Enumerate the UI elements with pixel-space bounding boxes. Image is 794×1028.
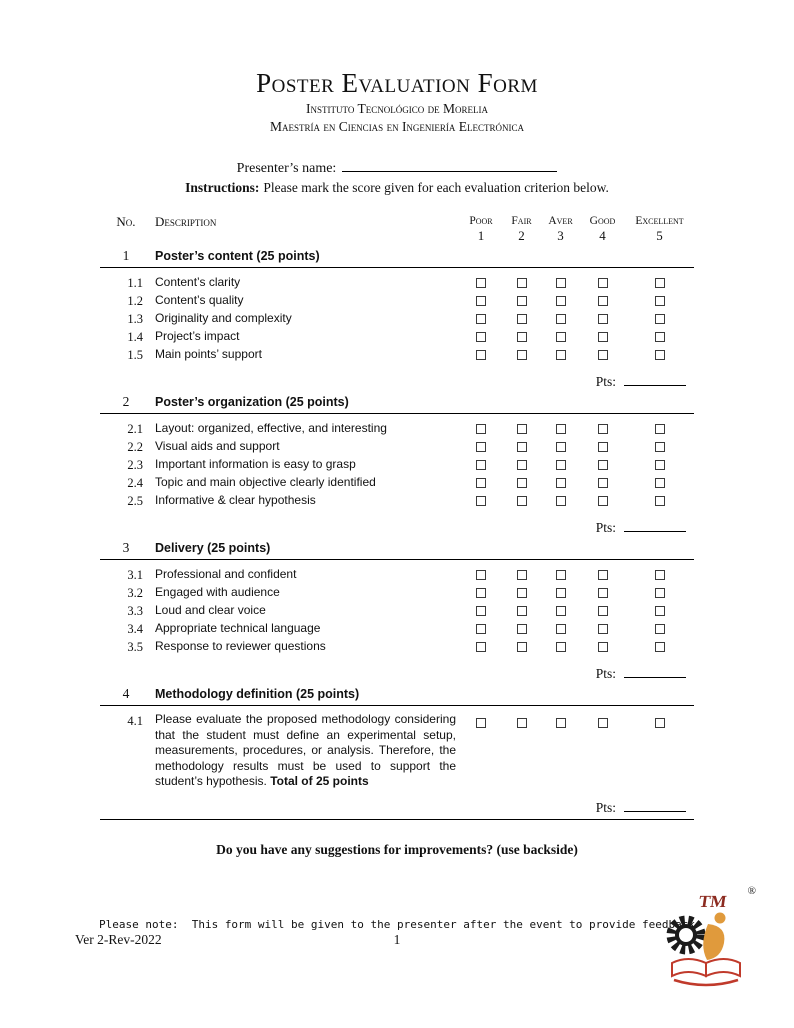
checkbox-good[interactable]	[598, 332, 608, 342]
item-number: 1.2	[127, 293, 143, 308]
checkbox-excellent[interactable]	[655, 460, 665, 470]
checkbox-good[interactable]	[598, 496, 608, 506]
item-number: 3.2	[127, 585, 143, 600]
section-title: Poster’s organization (25 points)	[155, 395, 349, 409]
checkbox-fair[interactable]	[517, 478, 527, 488]
item-description: Please evaluate the proposed methodology considering that the student must define an experimental setup, measurements, procedures, or analysis. Therefore, the methodology results must be used to support the student’s hypothesis. Total of 25 points	[155, 712, 456, 788]
points-field[interactable]	[624, 519, 686, 532]
checkbox-fair[interactable]	[517, 424, 527, 434]
checkbox-poor[interactable]	[476, 296, 486, 306]
checkbox-aver[interactable]	[556, 570, 566, 580]
item-number: 2.3	[127, 457, 143, 472]
checkbox-excellent[interactable]	[655, 442, 665, 452]
table-bottom-rule	[100, 819, 694, 820]
item-description: Content’s clarity	[155, 275, 241, 290]
checkbox-good[interactable]	[598, 460, 608, 470]
table-row	[100, 638, 694, 656]
checkbox-fair[interactable]	[517, 588, 527, 598]
item-description: Originality and complexity	[155, 311, 292, 326]
item-description: Project’s impact	[155, 329, 240, 344]
item-description: Main points’ support	[155, 347, 262, 362]
table-row	[100, 492, 694, 510]
instructions-text: Please mark the score given for each evaluation criterion below.	[263, 180, 609, 195]
checkbox-good[interactable]	[598, 718, 608, 728]
checkbox-good[interactable]	[598, 442, 608, 452]
section-1-items	[100, 274, 694, 364]
checkbox-aver[interactable]	[556, 718, 566, 728]
section-header-3	[100, 540, 694, 560]
checkbox-poor[interactable]	[476, 718, 486, 728]
points-label: Pts:	[595, 666, 616, 681]
page-title: Poster Evaluation Form	[256, 68, 538, 98]
points-field[interactable]	[624, 373, 686, 386]
checkbox-fair[interactable]	[517, 332, 527, 342]
page-number: 1	[393, 932, 401, 947]
item-number: 2.1	[127, 421, 143, 436]
checkbox-poor[interactable]	[476, 624, 486, 634]
checkbox-fair[interactable]	[517, 442, 527, 452]
table-row	[100, 346, 694, 364]
checkbox-poor[interactable]	[476, 460, 486, 470]
checkbox-excellent[interactable]	[655, 332, 665, 342]
column-header-poor: Poor 1	[469, 215, 493, 243]
table-row	[100, 292, 694, 310]
checkbox-excellent[interactable]	[655, 624, 665, 634]
column-header-no: No.	[116, 214, 136, 229]
table-header	[100, 214, 694, 244]
logo-tm-text: TM	[697, 892, 728, 911]
item-number: 2.5	[127, 493, 143, 508]
checkbox-fair[interactable]	[517, 642, 527, 652]
item-description: Informative & clear hypothesis	[155, 493, 316, 508]
checkbox-fair[interactable]	[517, 496, 527, 506]
checkbox-good[interactable]	[598, 570, 608, 580]
item-description: Response to reviewer questions	[155, 639, 326, 654]
checkbox-excellent[interactable]	[655, 718, 665, 728]
checkbox-aver[interactable]	[556, 350, 566, 360]
banner-icon	[674, 980, 738, 985]
checkbox-fair[interactable]	[517, 314, 527, 324]
points-field[interactable]	[624, 799, 686, 812]
suggestions-prompt: Do you have any suggestions for improvements? (use backside)	[216, 841, 578, 857]
column-header-good: Good 4	[589, 215, 616, 243]
figure-icon	[715, 913, 726, 924]
checkbox-aver[interactable]	[556, 424, 566, 434]
itm-logo	[666, 885, 756, 989]
item-description: Engaged with audience	[155, 585, 280, 600]
column-header-excellent: Excellent 5	[635, 215, 684, 243]
instructions	[0, 180, 794, 196]
presenter-name-label: Presenter’s name:	[236, 161, 337, 176]
checkbox-good[interactable]	[598, 642, 608, 652]
section-title: Delivery (25 points)	[155, 541, 271, 555]
checkbox-excellent[interactable]	[655, 314, 665, 324]
open-book-icon	[672, 959, 706, 976]
registered-trademark-icon: ®	[747, 885, 756, 897]
points-row	[100, 799, 694, 816]
item-number: 1.3	[127, 311, 143, 326]
checkbox-fair[interactable]	[517, 460, 527, 470]
section-number: 1	[122, 248, 130, 263]
checkbox-excellent[interactable]	[655, 588, 665, 598]
section-4-items	[100, 712, 694, 790]
institute-name: Instituto Tecnológico de Morelia	[306, 101, 488, 116]
checkbox-good[interactable]	[598, 478, 608, 488]
points-label: Pts:	[595, 799, 616, 815]
checkbox-fair[interactable]	[517, 624, 527, 634]
item-number: 3.5	[127, 639, 143, 654]
item-description: Visual aids and support	[155, 439, 280, 454]
column-header-description: Description	[155, 214, 217, 229]
item-number: 2.4	[127, 475, 143, 490]
item-number: 1.4	[127, 329, 143, 344]
checkbox-excellent[interactable]	[655, 296, 665, 306]
table-row	[100, 566, 694, 584]
item-number: 3.3	[127, 603, 143, 618]
item-description: Appropriate technical language	[155, 621, 321, 636]
checkbox-aver[interactable]	[556, 442, 566, 452]
checkbox-aver[interactable]	[556, 624, 566, 634]
table-row	[100, 328, 694, 346]
checkbox-aver[interactable]	[556, 642, 566, 652]
points-label: Pts:	[595, 520, 616, 535]
checkbox-aver[interactable]	[556, 496, 566, 506]
checkbox-poor[interactable]	[476, 332, 486, 342]
checkbox-poor[interactable]	[476, 350, 486, 360]
checkbox-excellent[interactable]	[655, 642, 665, 652]
checkbox-good[interactable]	[598, 278, 608, 288]
column-header-aver: Aver 3	[548, 215, 573, 243]
column-header-fair: Fair 2	[511, 215, 532, 243]
checkbox-fair[interactable]	[517, 606, 527, 616]
checkbox-aver[interactable]	[556, 460, 566, 470]
presenter-name-field[interactable]	[342, 159, 557, 172]
section-title: Poster’s content (25 points)	[155, 249, 320, 263]
item-number: 4.1	[127, 714, 143, 728]
checkbox-good[interactable]	[598, 606, 608, 616]
checkbox-excellent[interactable]	[655, 478, 665, 488]
version-label: Ver 2-Rev-2022	[75, 932, 162, 947]
section-header-4	[100, 686, 694, 706]
checkbox-fair[interactable]	[517, 718, 527, 728]
item-description: Topic and main objective clearly identified	[155, 475, 376, 490]
item-description: Layout: organized, effective, and interesting	[155, 421, 387, 436]
item-number: 1.1	[127, 275, 143, 290]
section-header-2	[100, 394, 694, 414]
checkbox-excellent[interactable]	[655, 606, 665, 616]
checkbox-fair[interactable]	[517, 350, 527, 360]
checkbox-poor[interactable]	[476, 314, 486, 324]
checkbox-excellent[interactable]	[655, 496, 665, 506]
section-header-1	[100, 248, 694, 268]
points-field[interactable]	[624, 665, 686, 678]
checkbox-aver[interactable]	[556, 332, 566, 342]
checkbox-good[interactable]	[598, 314, 608, 324]
item-number: 3.1	[127, 567, 143, 582]
checkbox-fair[interactable]	[517, 296, 527, 306]
checkbox-poor[interactable]	[476, 642, 486, 652]
table-row	[100, 474, 694, 492]
checkbox-aver[interactable]	[556, 296, 566, 306]
section-2-items	[100, 420, 694, 510]
section-number: 3	[122, 540, 130, 555]
table-row	[100, 420, 694, 438]
item-number: 2.2	[127, 439, 143, 454]
points-row	[100, 519, 694, 536]
checkbox-poor[interactable]	[476, 478, 486, 488]
checkbox-excellent[interactable]	[655, 350, 665, 360]
checkbox-poor[interactable]	[476, 496, 486, 506]
points-row	[100, 665, 694, 682]
item-description: Loud and clear voice	[155, 603, 266, 618]
table-row	[100, 438, 694, 456]
checkbox-poor[interactable]	[476, 442, 486, 452]
points-row	[100, 373, 694, 390]
checkbox-good[interactable]	[598, 350, 608, 360]
checkbox-good[interactable]	[598, 424, 608, 434]
checkbox-poor[interactable]	[476, 570, 486, 580]
checkbox-aver[interactable]	[556, 278, 566, 288]
table-row	[100, 456, 694, 474]
item-number: 3.4	[127, 621, 143, 636]
table-row	[100, 602, 694, 620]
table-row	[100, 310, 694, 328]
checkbox-fair[interactable]	[517, 278, 527, 288]
item-number: 1.5	[127, 347, 143, 362]
table-row	[100, 620, 694, 638]
table-row	[100, 712, 694, 790]
checkbox-excellent[interactable]	[655, 278, 665, 288]
checkbox-good[interactable]	[598, 588, 608, 598]
checkbox-good[interactable]	[598, 624, 608, 634]
section-3-items	[100, 566, 694, 656]
checkbox-poor[interactable]	[476, 588, 486, 598]
checkbox-aver[interactable]	[556, 478, 566, 488]
section-number: 2	[122, 394, 130, 409]
checkbox-excellent[interactable]	[655, 570, 665, 580]
checkbox-aver[interactable]	[556, 314, 566, 324]
checkbox-poor[interactable]	[476, 606, 486, 616]
checkbox-poor[interactable]	[476, 424, 486, 434]
table-row	[100, 274, 694, 292]
evaluation-table	[100, 214, 694, 820]
instructions-label: Instructions:	[185, 180, 260, 195]
section-title: Methodology definition (25 points)	[155, 687, 360, 701]
section-number: 4	[122, 686, 130, 701]
checkbox-aver[interactable]	[556, 588, 566, 598]
feedback-note: Please note: This form will be given to the presenter after the event to provide feedback	[98, 917, 696, 931]
program-name: Maestría en Ciencias en Ingeniería Electrónica	[269, 119, 525, 134]
checkbox-aver[interactable]	[556, 606, 566, 616]
points-label: Pts:	[595, 374, 616, 389]
document-header	[0, 0, 794, 135]
checkbox-excellent[interactable]	[655, 424, 665, 434]
item-description: Content’s quality	[155, 293, 244, 308]
table-row	[100, 584, 694, 602]
checkbox-good[interactable]	[598, 296, 608, 306]
item-description: Important information is easy to grasp	[155, 457, 356, 472]
checkbox-fair[interactable]	[517, 570, 527, 580]
presenter-row	[0, 159, 794, 177]
checkbox-poor[interactable]	[476, 278, 486, 288]
item-description: Professional and confident	[155, 567, 297, 582]
